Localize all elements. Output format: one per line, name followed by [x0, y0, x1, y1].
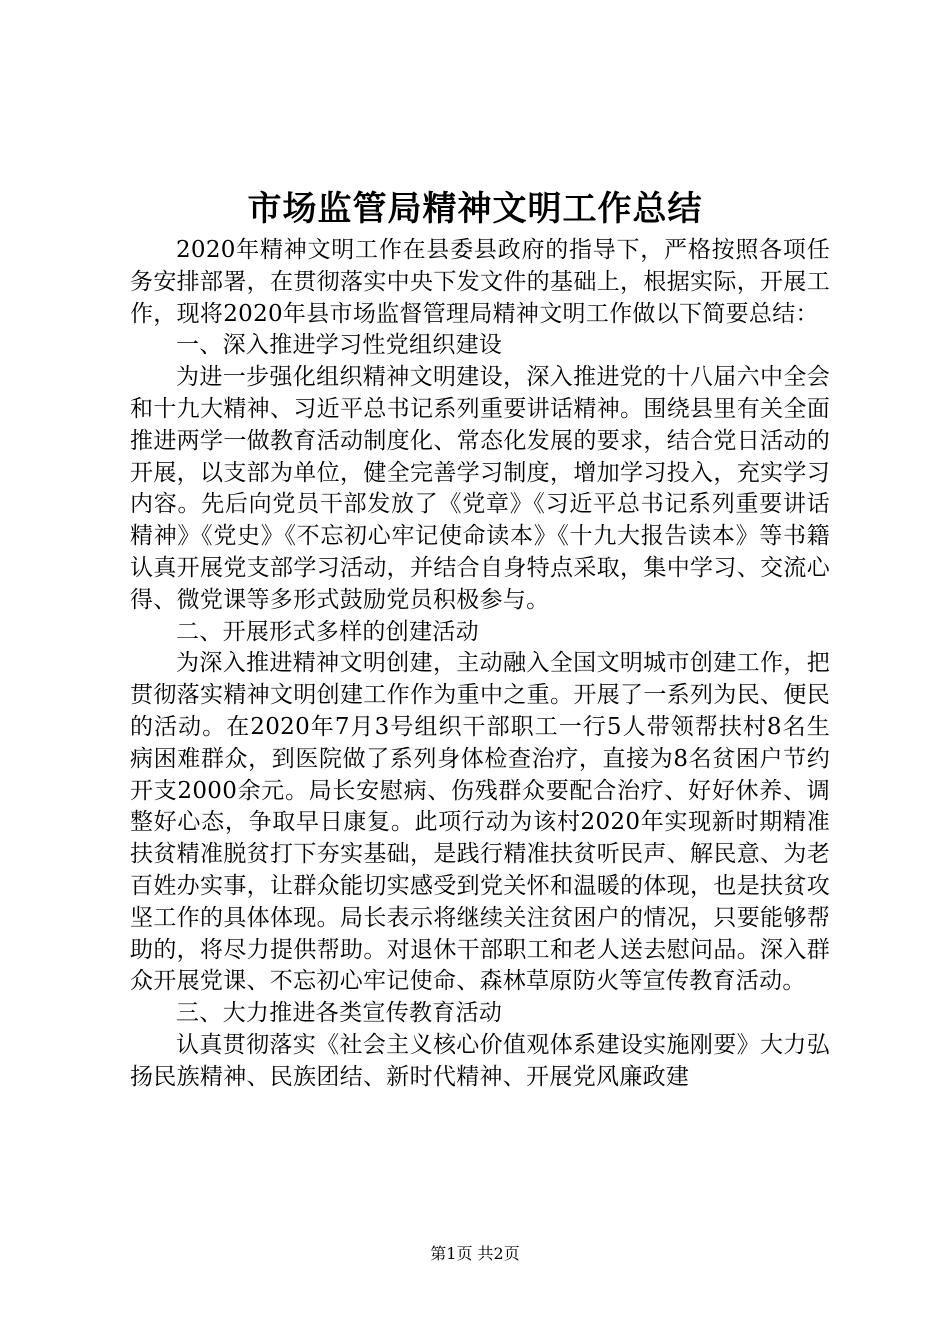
section-heading-1: 一、深入推进学习性党组织建设 — [176, 332, 503, 359]
section-paragraph-3: 认真贯彻落实《社会主义核心价值观体系建设实施刚要》大力弘扬民族精神、民族团结、新时代精神、开展党风廉政建 — [130, 1031, 830, 1090]
section-paragraph-2: 为深入推进精神文明创建，主动融入全国文明城市创建工作，把贯彻落实精神文明创建工作作为重中之重。开展了一系列为民、便民的活动。在2020年7月3号组织干部职工一行5人带领帮扶村8名生病困难群众，到医院做了系列身体检查治疗，直接为8名贫困户节约开支2000余元。局长安慰病、伤残群众要配合治疗、好好休养、调整好心态，争取早日康复。此项行动为该村2020年实现新时期精准扶贫精准脱贫打下夯实基础，是践行精准扶贫听民声、解民意、为老百姓办实事，让群众能切实感受到党关怀和温暖的体现，也是扶贫攻坚工作的具体体现。局长表示将继续关注贫困户的情况，只要能够帮助的，将尽力提供帮助。对退休干部职工和老人送去慰问品。深入群众开展党课、不忘初心牢记使命、森林草原防火等宣传教育活动。 — [130, 650, 830, 995]
intro-paragraph: 2020年精神文明工作在县委县政府的指导下，严格按照各项任务安排部署，在贯彻落实中央下发文件的基础上，根据实际，开展工作，现将2020年县市场监督管理局精神文明工作做以下简要总结： — [130, 237, 830, 327]
section-paragraph-1: 为进一步强化组织精神文明建设，深入推进党的十八届六中全会和十九大精神、习近平总书记系列重要讲话精神。围绕县里有关全面推进两学一做教育活动制度化、常态化发展的要求，结合党日活动的开展，以支部为单位，健全完善学习制度，增加学习投入，充实学习内容。先后向党员干部发放了《党章》《习近平总书记系列重要讲话精神》《党史》《不忘初心牢记使命读本》《十九大报告读本》等书籍认真开展党支部学习活动，并结合自身特点采取，集中学习、交流心得、微党课等多形式鼓励党员积极参与。 — [130, 364, 830, 613]
section-heading-3: 三、大力推进各类宣传教育活动 — [176, 1000, 503, 1027]
page-footer: 第1页 共2页 — [430, 1244, 520, 1263]
document-body — [130, 235, 830, 1094]
document-title: 市场监管局精神文明工作总结 — [247, 189, 703, 229]
section-heading-2: 二、开展形式多样的创建活动 — [176, 618, 479, 645]
